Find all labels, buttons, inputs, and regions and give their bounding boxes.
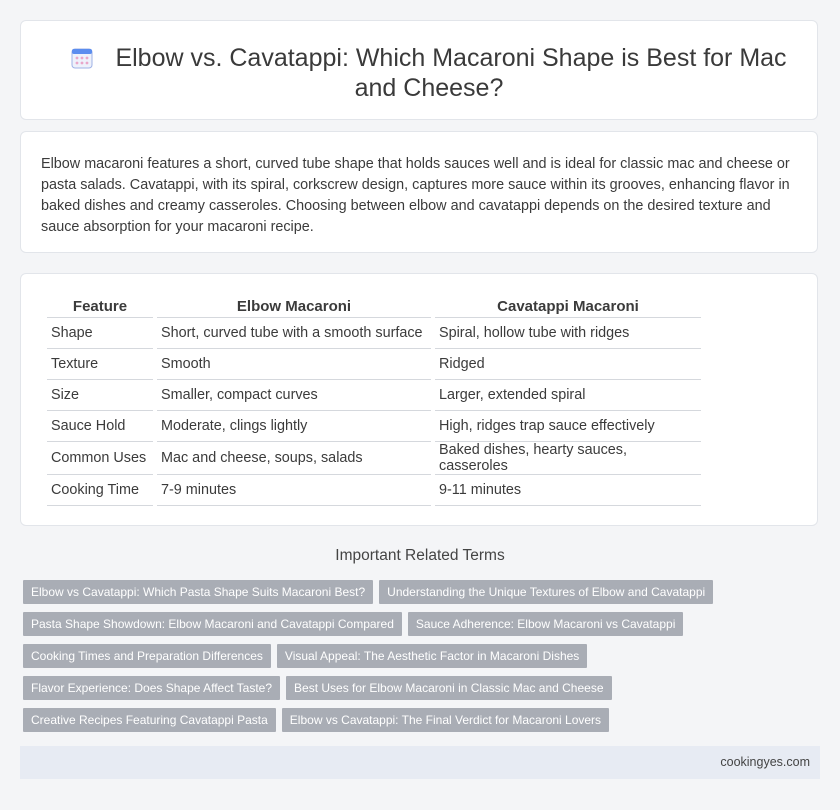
related-terms-heading: Important Related Terms [335, 547, 505, 564]
table-row [47, 318, 701, 349]
related-term-tag[interactable]: Best Uses for Elbow Macaroni in Classic Mac and Cheese [286, 676, 611, 700]
table-cell: Larger, extended spiral [435, 380, 701, 411]
table-row [47, 380, 701, 411]
table-cell: Smaller, compact curves [157, 380, 431, 411]
column-header-feature: Feature [47, 293, 153, 318]
page-title: Elbow vs. Cavatappi: Which Macaroni Shape is Best for Mac and Cheese? [115, 44, 787, 102]
footer [20, 746, 820, 779]
related-term-tag[interactable]: Elbow vs Cavatappi: Which Pasta Shape Suits Macaroni Best? [23, 580, 373, 604]
table-row [47, 411, 701, 442]
table-cell: Spiral, hollow tube with ridges [435, 318, 701, 349]
table-cell: Short, curved tube with a smooth surface [157, 318, 431, 349]
table-cell: Size [47, 380, 153, 411]
table-cell: Mac and cheese, soups, salads [157, 442, 431, 475]
comparison-table-card [20, 273, 818, 526]
table-row [47, 475, 701, 506]
tag-row [23, 708, 615, 732]
intro-paragraph: Elbow macaroni features a short, curved tube shape that holds sauces well and is ideal for classic mac and cheese or pasta salads. Cavatappi, with its spiral, corkscrew design, captures more sauce within its grooves, enhancing flavor in baked dishes and creamy casseroles. Choosing between elbow and cavatappi depends on the desired texture and sauce absorption for your macaroni recipe. [41, 156, 790, 235]
table-cell: Moderate, clings lightly [157, 411, 431, 442]
table-row [47, 442, 701, 475]
table-cell: Smooth [157, 349, 431, 380]
related-term-tag[interactable]: Sauce Adherence: Elbow Macaroni vs Cavatappi [408, 612, 683, 636]
table-cell: 9-11 minutes [435, 475, 701, 506]
tag-row [23, 580, 719, 604]
calendar-icon [71, 47, 93, 69]
related-term-tag[interactable]: Flavor Experience: Does Shape Affect Taste? [23, 676, 280, 700]
related-term-tag[interactable]: Cooking Times and Preparation Differences [23, 644, 271, 668]
intro-card [20, 131, 818, 253]
table-cell: Baked dishes, hearty sauces, casseroles [435, 442, 701, 475]
table-cell: 7-9 minutes [157, 475, 431, 506]
title-card [20, 20, 818, 120]
column-header-elbow: Elbow Macaroni [157, 293, 431, 318]
table-cell: Common Uses [47, 442, 153, 475]
tag-row [23, 612, 689, 636]
table-row [47, 349, 701, 380]
footer-site-link[interactable]: cookingyes.com [720, 755, 810, 769]
tag-row [23, 676, 618, 700]
related-term-tag[interactable]: Understanding the Unique Textures of Elbow and Cavatappi [379, 580, 713, 604]
table-cell: Cooking Time [47, 475, 153, 506]
comparison-table [43, 293, 705, 506]
table-cell: Ridged [435, 349, 701, 380]
table-cell: Texture [47, 349, 153, 380]
table-cell: Shape [47, 318, 153, 349]
related-term-tag[interactable]: Elbow vs Cavatappi: The Final Verdict for Macaroni Lovers [282, 708, 609, 732]
tag-row [23, 644, 593, 668]
table-cell: Sauce Hold [47, 411, 153, 442]
table-cell: High, ridges trap sauce effectively [435, 411, 701, 442]
related-term-tag[interactable]: Pasta Shape Showdown: Elbow Macaroni and Cavatappi Compared [23, 612, 402, 636]
table-header-row [47, 293, 701, 318]
related-term-tag[interactable]: Creative Recipes Featuring Cavatappi Pasta [23, 708, 276, 732]
related-term-tag[interactable]: Visual Appeal: The Aesthetic Factor in Macaroni Dishes [277, 644, 587, 668]
column-header-cavatappi: Cavatappi Macaroni [435, 293, 701, 318]
